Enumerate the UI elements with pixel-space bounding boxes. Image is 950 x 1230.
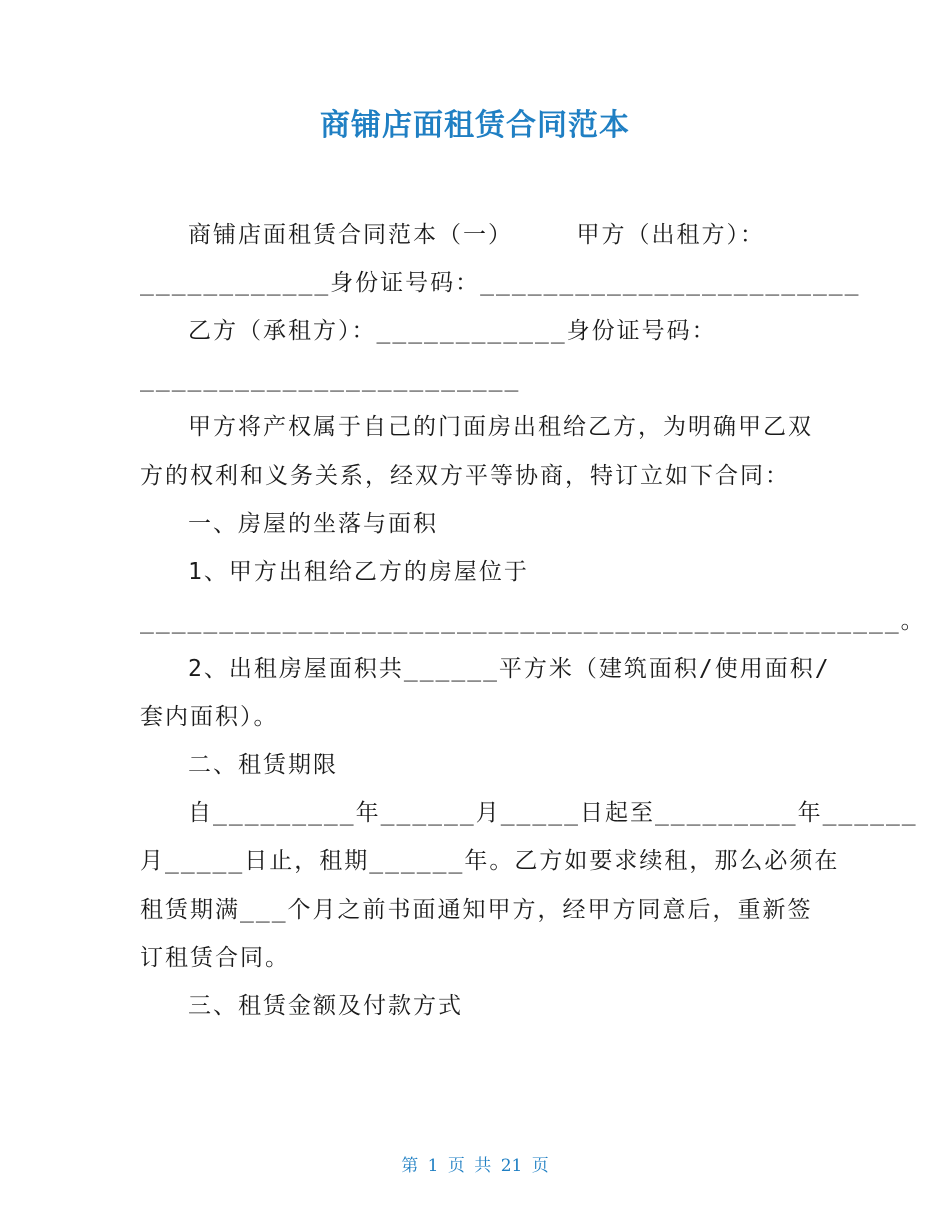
section-heading: 三、租赁金额及付款方式 [188,993,463,1019]
text-line: 自_________年______月_____日起至_________年______ [188,800,918,826]
text-line: 1、甲方出租给乙方的房屋位于 [188,559,529,585]
text-line: 乙方（承租方）：____________身份证号码： [188,318,717,344]
text-line: 租赁期满___个月之前书面通知甲方，经甲方同意后，重新签 [140,897,813,923]
text-line: ________________________________________________。 [140,608,926,634]
text-line: 月_____日止，租期______年。乙方如要求续租，那么必须在 [140,848,840,874]
text-line: 商铺店面租赁合同范本（一） 甲方（出租方）： [188,222,765,248]
text-line: 订租赁合同。 [140,945,290,971]
text-line: 套内面积）。 [140,704,279,730]
text-line: ________________________ [140,366,521,392]
section-heading: 二、租赁期限 [188,752,338,778]
page-number: 第 1 页 共 21 页 [401,1156,549,1176]
text-line: ____________身份证号码：________________________ [140,270,861,296]
text-line: 2、出租房屋面积共______平方米（建筑面积/使用面积/ [188,656,831,682]
section-heading: 一、房屋的坐落与面积 [188,511,438,537]
text-line: 方的权利和义务关系，经双方平等协商，特订立如下合同： [140,463,790,489]
document-title: 商铺店面租赁合同范本 [320,108,630,143]
text-line: 甲方将产权属于自己的门面房出租给乙方，为明确甲乙双 [188,414,813,440]
